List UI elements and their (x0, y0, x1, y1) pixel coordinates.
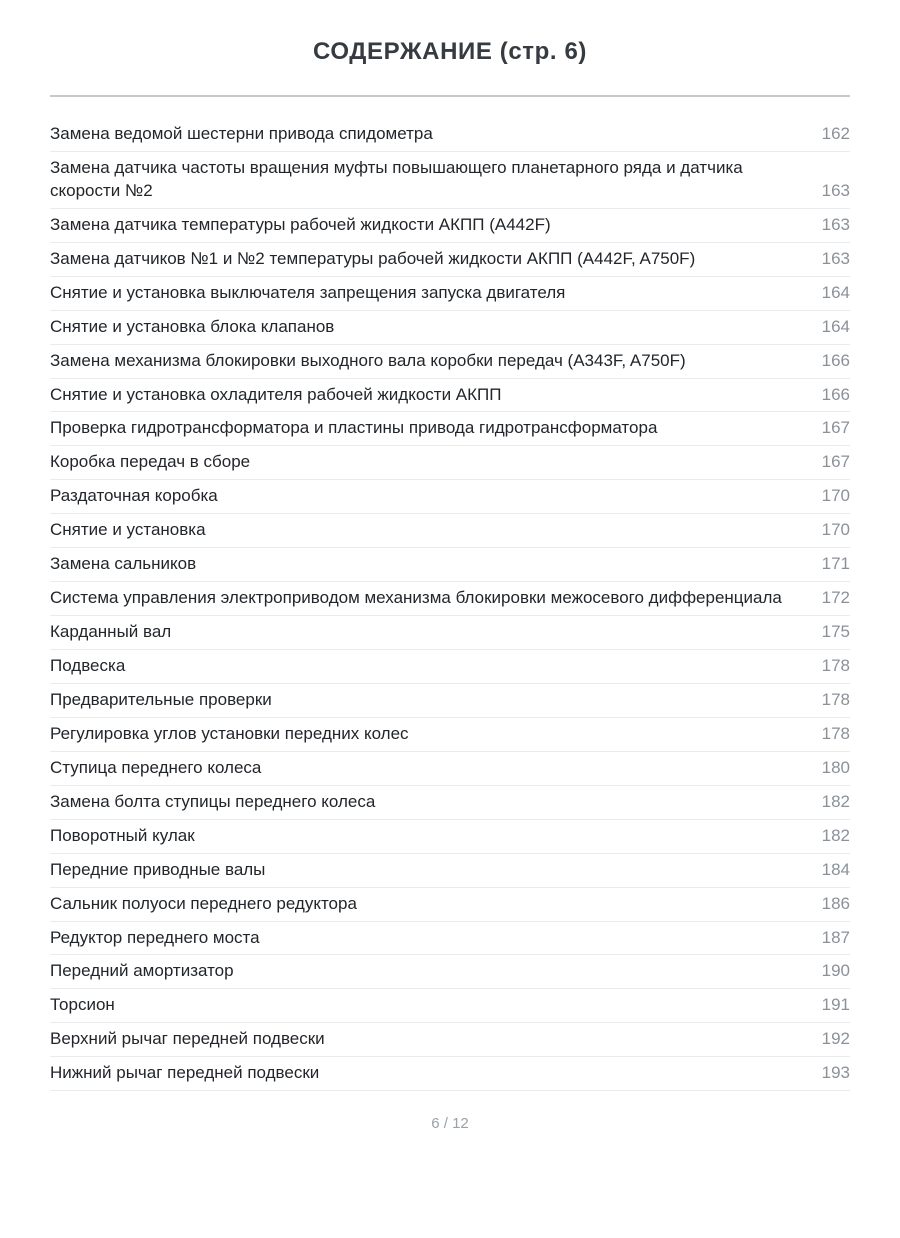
toc-item-label: Регулировка углов установки передних колес (50, 723, 409, 743)
toc-row (50, 412, 850, 446)
toc-row (50, 311, 850, 345)
toc-item-label: Замена датчика частоты вращения муфты повышающего планетарного ряда и датчика скорости №2 (50, 157, 743, 200)
toc-item-label: Передний амортизатор (50, 961, 234, 981)
toc-item-page: 182 (821, 791, 850, 811)
toc-item-label: Замена болта ступицы переднего колеса (50, 791, 376, 811)
toc-row (50, 480, 850, 514)
toc-item-label: Снятие и установка блока клапанов (50, 316, 335, 336)
toc-row (50, 955, 850, 989)
toc-item-page: 170 (821, 520, 850, 540)
toc-item-page: 182 (821, 825, 850, 845)
toc-row (50, 1023, 850, 1057)
toc-item-page: 192 (821, 1029, 850, 1049)
toc-item-page: 184 (821, 859, 850, 879)
toc-row (50, 854, 850, 888)
toc-row (50, 118, 850, 152)
toc-item-label: Снятие и установка выключателя запрещения запуска двигателя (50, 282, 566, 302)
toc-list (50, 118, 850, 1091)
toc-item-page: 178 (821, 689, 850, 709)
page-title: СОДЕРЖАНИЕ (стр. 6) (313, 38, 587, 65)
toc-row (50, 243, 850, 277)
toc-item-label: Проверка гидротрансформатора и пластины привода гидротрансформатора (50, 418, 658, 438)
toc-row (50, 514, 850, 548)
toc-item-page: 170 (821, 486, 850, 506)
pagination: 6 / 12 (431, 1115, 469, 1133)
toc-row (50, 989, 850, 1023)
toc-item-page: 180 (821, 757, 850, 777)
toc-item-page: 193 (821, 1063, 850, 1083)
toc-item-page: 166 (821, 384, 850, 404)
toc-item-page: 171 (821, 554, 850, 574)
toc-item-label: Предварительные проверки (50, 689, 272, 709)
toc-row (50, 888, 850, 922)
toc-item-page: 167 (821, 418, 850, 438)
toc-row (50, 820, 850, 854)
toc-item-label: Система управления электроприводом механизма блокировки межосевого дифференциала (50, 588, 782, 608)
toc-item-label: Замена ведомой шестерни привода спидометра (50, 124, 433, 143)
toc-row (50, 277, 850, 311)
toc-item-label: Коробка передач в сборе (50, 452, 251, 472)
toc-item-page: 175 (821, 622, 850, 642)
toc-row (50, 684, 850, 718)
toc-item-label: Передние приводные валы (50, 859, 266, 879)
toc-item-label: Поворотный кулак (50, 825, 195, 845)
toc-item-page: 163 (821, 214, 850, 234)
toc-row (50, 379, 850, 413)
toc-row (50, 152, 850, 209)
toc-row (50, 650, 850, 684)
toc-item-label: Нижний рычаг передней подвески (50, 1063, 320, 1083)
title-divider (50, 95, 850, 97)
toc-item-label: Замена датчика температуры рабочей жидкости АКПП (A442F) (50, 214, 551, 234)
toc-item-page: 178 (821, 723, 850, 743)
toc-item-label: Верхний рычаг передней подвески (50, 1029, 325, 1049)
toc-item-label: Раздаточная коробка (50, 486, 218, 506)
toc-row (50, 582, 850, 616)
toc-row (50, 922, 850, 956)
toc-item-page: 163 (821, 248, 850, 268)
toc-row (50, 1057, 850, 1091)
toc-item-label: Снятие и установка охладителя рабочей жидкости АКПП (50, 384, 502, 404)
toc-item-label: Карданный вал (50, 622, 172, 642)
toc-item-label: Редуктор переднего моста (50, 927, 260, 947)
toc-row (50, 548, 850, 582)
toc-row (50, 616, 850, 650)
toc-item-page: 191 (821, 995, 850, 1015)
toc-row (50, 786, 850, 820)
toc-item-page: 178 (821, 656, 850, 675)
toc-item-label: Замена механизма блокировки выходного вала коробки передач (A343F, A750F) (50, 350, 686, 370)
toc-item-label: Торсион (50, 995, 115, 1015)
toc-item-page: 166 (821, 350, 850, 370)
toc-item-page: 162 (821, 124, 850, 143)
toc-item-label: Замена датчиков №1 и №2 температуры рабочей жидкости АКПП (A442F, A750F) (50, 248, 696, 268)
toc-row (50, 209, 850, 243)
toc-item-page: 190 (821, 961, 850, 981)
document-page (0, 38, 900, 1132)
toc-row (50, 752, 850, 786)
toc-item-page: 186 (821, 893, 850, 913)
toc-item-label: Подвеска (50, 656, 126, 675)
toc-item-page: 163 (821, 180, 850, 200)
toc-item-label: Замена сальников (50, 554, 197, 574)
toc-item-page: 164 (821, 316, 850, 336)
toc-row (50, 446, 850, 480)
toc-item-label: Снятие и установка (50, 520, 206, 540)
toc-item-page: 167 (821, 452, 850, 472)
toc-item-page: 187 (821, 927, 850, 947)
toc-row (50, 345, 850, 379)
toc-item-label: Сальник полуоси переднего редуктора (50, 893, 357, 913)
toc-item-label: Ступица переднего колеса (50, 757, 262, 777)
toc-item-page: 164 (821, 282, 850, 302)
toc-row (50, 718, 850, 752)
toc-item-page: 172 (821, 588, 850, 608)
